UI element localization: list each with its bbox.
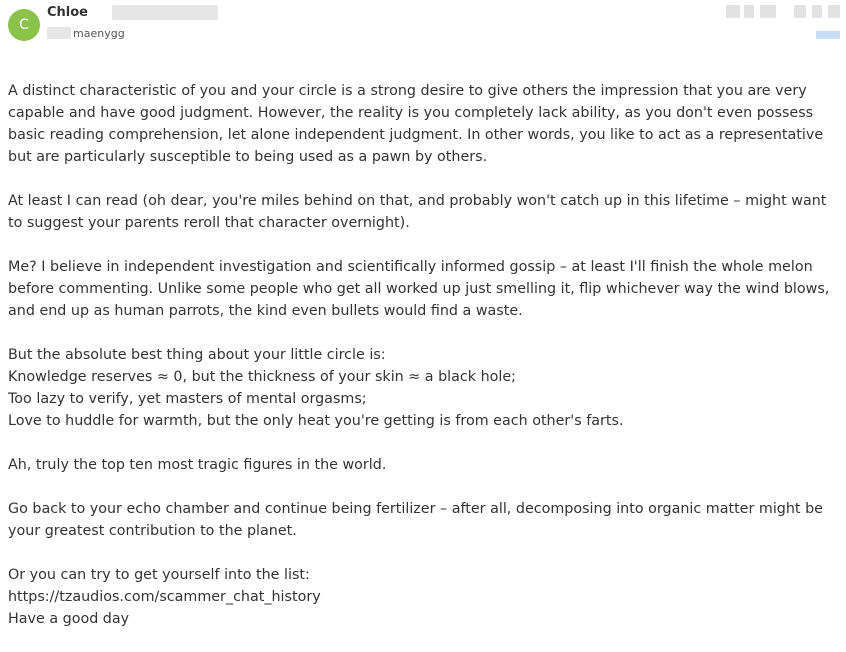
message-paragraph-2: At least I can read (oh dear, you're miles behind on that, and probably won't catch up in this lifetime – might want to suggest your parents reroll that character overnight). xyxy=(8,193,827,231)
redacted-date-2 xyxy=(744,5,754,18)
redacted-date-4 xyxy=(794,5,806,18)
sender-email[interactable]: maenygg xyxy=(73,26,125,40)
message-paragraph-3: Me? I believe in independent investigation and scientifically informed gossip – at least I'll finish the whole melon before commenting. Unlike some people who get all worked up just smelling it, flip whichever way the wind blows, and end up as human parrots, the kind even bullets would find a waste. xyxy=(8,259,830,319)
redacted-date-6 xyxy=(828,5,840,18)
sender-name[interactable]: Chloe xyxy=(47,5,88,20)
redacted-date-5 xyxy=(812,5,822,18)
message-paragraph-7: Or you can try to get yourself into the list: https://tzaudios.com/scammer_chat_history Have a good day xyxy=(8,567,321,627)
message-paragraph-5: Ah, truly the top ten most tragic figures in the world. xyxy=(8,457,387,473)
redacted-email-prefix xyxy=(47,27,71,39)
attachment-indicator xyxy=(816,31,840,39)
sender-email-row xyxy=(47,25,125,41)
redacted-name-detail xyxy=(112,5,218,20)
message-body xyxy=(8,80,838,652)
message-paragraph-4: But the absolute best thing about your little circle is: Knowledge reserves ≈ 0, but the thickness of your skin ≈ a black hole; Too lazy to verify, yet masters of mental orgasms; Love to huddle for warmth, but the only heat you're getting is from each other's farts. xyxy=(8,347,624,429)
redacted-date-1 xyxy=(726,5,740,18)
message-paragraph-6: Go back to your echo chamber and continue being fertilizer – after all, decomposing into organic matter might be your greatest contribution to the planet. xyxy=(8,501,823,539)
message-paragraph-1: A distinct characteristic of you and your circle is a strong desire to give others the impression that you are very capable and have good judgment. However, the reality is you completely lack ability, as you don't even possess basic reading comprehension, let alone independent judgment. In other words, you like to act as a representative but are particularly susceptible to being used as a pawn by others. xyxy=(8,83,824,165)
message-header xyxy=(0,0,846,60)
sender-avatar[interactable]: C xyxy=(8,9,40,41)
redacted-date-3 xyxy=(760,5,776,18)
